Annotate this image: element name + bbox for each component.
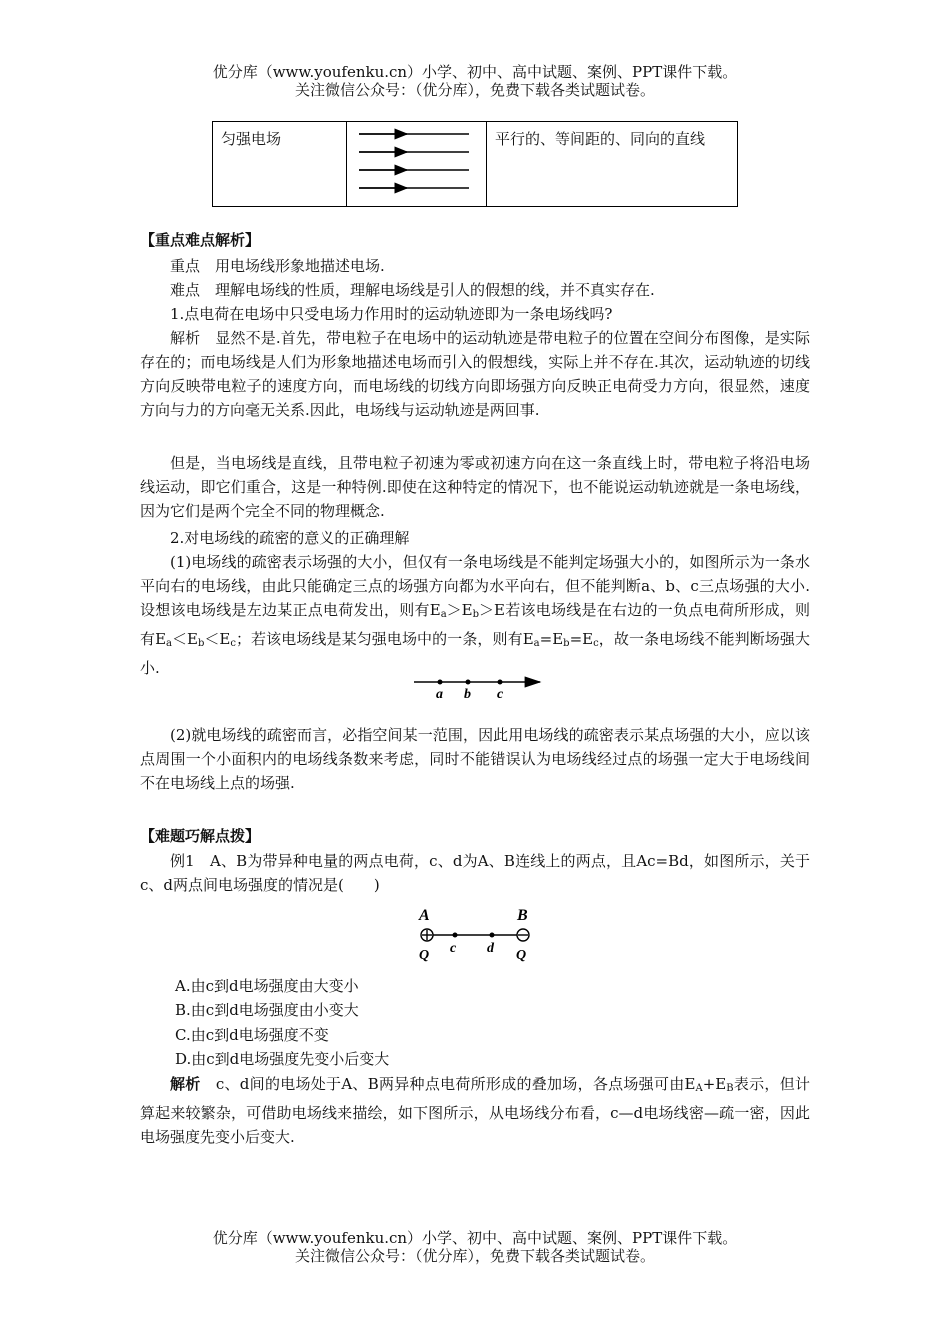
density-text-d: ，故一条电场线不能判断场强大小. xyxy=(140,630,810,677)
e-b: $E_b$ xyxy=(461,601,480,620)
field-lines-cell xyxy=(347,122,487,207)
label-c: c xyxy=(497,687,504,702)
label-b: b xyxy=(464,687,471,702)
option-a: A.由c到d电场强度由大变小 xyxy=(175,977,359,995)
field-name-cell: 匀强电场 xyxy=(213,122,347,207)
option-c: C.由c到d电场强度不变 xyxy=(175,1026,329,1044)
point-c xyxy=(498,680,503,685)
header-line-1: 优分库（www.youfenku.cn）小学、初中、高中试题、案例、PPT课件下载。 xyxy=(212,63,738,81)
option-d: D.由c到d电场强度先变小后变大 xyxy=(175,1050,390,1068)
density-text-c: ；若该电场线是某匀强电场中的一条，则有 xyxy=(235,630,523,648)
uniform-field-lines-diagram xyxy=(347,122,486,202)
label-c-fig2: c xyxy=(450,941,457,956)
e-a-3: $E_a$ xyxy=(522,630,540,649)
e-b-3: $E_b$ xyxy=(552,630,570,649)
label-Q-left: Q xyxy=(419,948,430,962)
page-footer xyxy=(0,1229,950,1265)
analysis-text-b: 表示，但计算起来较繁杂，可借助电场线来描绘，如下图所示，从电场线分布看，c—d电场线密—疏一密，因此电场强度先变小后变大. xyxy=(140,1075,810,1146)
difficult-point-text: 难点 理解电场线的性质，理解电场线是引人的假想的线，并不真实存在. xyxy=(170,281,655,299)
page-header xyxy=(0,63,950,99)
label-A: A xyxy=(419,907,430,924)
two-charges-figure xyxy=(410,904,540,962)
analysis-text-a: c、d间的电场处于A、B两异种点电荷所形成的叠加场，各点场强可由 xyxy=(200,1075,685,1093)
option-b: B.由c到d电场强度由小变大 xyxy=(175,1001,359,1019)
point-d-marker xyxy=(490,933,495,938)
footer-line-1: 优分库（www.youfenku.cn）小学、初中、高中试题、案例、PPT课件下载。 xyxy=(212,1229,738,1247)
e-a-2: $E_a$ xyxy=(155,630,173,649)
point-b xyxy=(466,680,471,685)
field-table xyxy=(212,121,738,207)
example-1-question: 例1 A、B为带异种电量的两点电荷，c、d为A、B连线上的两点，且Ac=Bd，如图所示，关于c、d两点间电场强度的情况是( ) xyxy=(140,852,810,894)
e-a: $E_a$ xyxy=(429,601,447,620)
e-c-2: $E_c$ xyxy=(219,630,236,649)
question-2: 2.对电场线的疏密的意义的正确理解 xyxy=(170,529,410,547)
section-title-tips: 【难题巧解点拨】 xyxy=(140,827,261,845)
label-d-fig2: d xyxy=(487,941,494,956)
e-b-2: $E_b$ xyxy=(187,630,205,649)
density-text-a: (1)电场线的疏密表示场强的大小，但仅有一条电场线是不能判定场强大小的，如图所示为一条水平向右的电场线，由此只能确定三点的场强方向都为水平向右，但不能判断a、b、c三点场强的大小.设想该电场线是左边某正点电荷发出，则有 xyxy=(140,553,810,619)
question-1: 1.点电荷在电场中只受电场力作用时的运动轨迹即为一条电场线吗? xyxy=(170,305,613,323)
point-c-marker xyxy=(453,933,458,938)
key-point-text: 重点 用电场线形象地描述电场. xyxy=(170,257,385,275)
density-text-b: 若该电场线是在右边的一负点电荷所形成，则有 xyxy=(140,601,810,648)
e-A: $E_A$ xyxy=(684,1075,703,1094)
point-a xyxy=(438,680,443,685)
header-line-2: 关注微信公众号：（优分库），免费下载各类试题试卷。 xyxy=(294,81,655,99)
label-B: B xyxy=(517,907,528,924)
example-1-analysis: 解析 c、d间的电场处于A、B两异种点电荷所形成的叠加场，各点场强可由$E_A+E_B$表示，但计算起来较繁杂，可借助电场线来描绘，如下图所示，从电场线分布看，c—d电场线密—疏一密，因此电场强度先变小后变大. xyxy=(140,1075,810,1146)
field-description-cell: 平行的、等间距的、同向的直线 xyxy=(487,122,738,207)
answer-1-continued: 但是，当电场线是直线，且带电粒子初速为零或初速方向在这一条直线上时，带电粒子将沿电场线运动，即它们重合，这是一种特例.即使在这种特定的情况下，也不能说运动轨迹就是一条电场线，因为它们是两个完全不同的物理概念. xyxy=(140,454,810,520)
single-field-line-figure xyxy=(410,672,550,702)
density-paragraph-2: (2)就电场线的疏密而言，必指空间某一范围，因此用电场线的疏密表示某点场强的大小，应以该点周围一个小面积内的电场线条数来考虑，同时不能错误认为电场线经过点的场强一定大于电场线间不在电场线上点的场强. xyxy=(140,726,810,792)
answer-1: 解析 显然不是.首先，带电粒子在电场中的运动轨迹是带电粒子的位置在空间分布图像，是实际存在的；而电场线是人们为形象地描述电场而引入的假想线，实际上并不存在.其次，运动轨迹的切线方向反映带电粒子的速度方向，而电场线的切线方向即场强方向反映正电荷受力方向，很显然，速度方向与力的方向毫无关系.因此，电场线与运动轨迹是两回事. xyxy=(140,329,810,419)
density-paragraph-1: (1)电场线的疏密表示场强的大小，但仅有一条电场线是不能判定场强大小的，如图所示为一条水平向右的电场线，由此只能确定三点的场强方向都为水平向右，但不能判断a、b、c三点场强的大小.设想该电场线是左边某正点电荷发出，则有$E_a>E_b>E$若该电场线是在右边的一负点电荷所形成，则有$E_a<E_b<E_c$；若该电场线是某匀强电场中的一条，则有$E_a=E_b=E_c$，故一条电场线不能判断场强大小. xyxy=(140,553,810,677)
section-title-key-points: 【重点难点解析】 xyxy=(140,231,261,249)
e-B: $E_B$ xyxy=(715,1075,734,1094)
label-a: a xyxy=(436,687,443,702)
footer-line-2: 关注微信公众号：（优分库），免费下载各类试题试卷。 xyxy=(294,1247,655,1265)
analysis-label: 解析 xyxy=(170,1075,201,1093)
label-Q-right: Q xyxy=(516,948,527,962)
e-c-3: $E_c$ xyxy=(582,630,599,649)
negative-charge-B xyxy=(517,929,529,941)
positive-charge-A xyxy=(421,929,433,941)
